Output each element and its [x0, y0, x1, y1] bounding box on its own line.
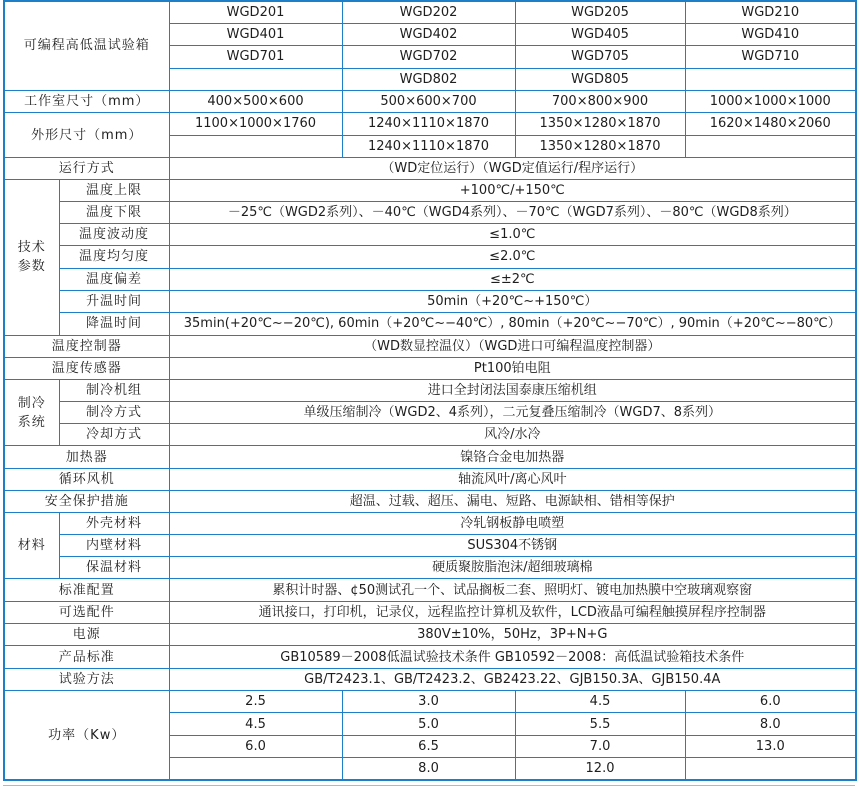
table-row — [4, 579, 856, 601]
operation-label: 运行方式 — [4, 157, 169, 179]
power-value: 7.0 — [515, 735, 685, 757]
table-row — [4, 313, 856, 335]
model-cell: WGD401 — [169, 23, 342, 45]
heater-value: 镍铬合金电加热器 — [169, 446, 856, 468]
tech-item-value: +100℃/+150℃ — [169, 180, 856, 201]
table-row — [4, 468, 856, 490]
tech-item-label: 温度下限 — [59, 201, 169, 223]
table-row — [4, 246, 856, 268]
power-value: 6.0 — [169, 735, 342, 757]
safety-label: 安全保护措施 — [4, 491, 169, 513]
sensor-value: Pt100铂电阻 — [169, 357, 856, 379]
model-cell: WGD805 — [515, 68, 685, 90]
cooling-group-label: 制冷 系统 — [4, 380, 59, 446]
model-cell: WGD705 — [515, 46, 685, 68]
power-value: 3.0 — [342, 691, 515, 713]
cooling-item-value: 单级压缩制冷（WGD2、4系列），二元复叠压缩制冷（WGD7、8系列） — [169, 401, 856, 423]
tech-item-value: ≤±2℃ — [169, 268, 856, 290]
standard-config-value: 累积计时器、¢50测试孔一个、试品搁板二套、照明灯、镀电加热膜中空玻璃观察窗 — [169, 579, 856, 601]
outer-size-value: 1240×1110×1870 — [342, 135, 515, 157]
materials-item-label: 内壁材料 — [59, 534, 169, 556]
model-cell: WGD710 — [685, 46, 856, 68]
tech-item-value: ≤1.0℃ — [169, 223, 856, 245]
table-row — [4, 446, 856, 468]
outer-size-value — [685, 135, 856, 157]
power-label: 功率（Kw） — [4, 691, 169, 780]
model-cell — [685, 68, 856, 90]
power-value: 4.5 — [515, 691, 685, 713]
inner-size-value: 700×800×900 — [515, 90, 685, 112]
tech-item-label: 温度偏差 — [59, 268, 169, 290]
test-method-value: GB/T2423.1、GB/T2423.2、GB2423.22、GJB150.3A、GJB150.4A — [169, 668, 856, 690]
table-row — [4, 113, 856, 135]
table-row — [4, 357, 856, 379]
spec-table — [3, 0, 857, 781]
model-cell: WGD410 — [685, 23, 856, 45]
power-value: 5.5 — [515, 713, 685, 735]
model-cell: WGD205 — [515, 1, 685, 23]
cooling-item-label: 制冷方式 — [59, 401, 169, 423]
table-row — [4, 624, 856, 646]
materials-item-label: 保温材料 — [59, 557, 169, 579]
tech-item-label: 温度均匀度 — [59, 246, 169, 268]
table-row — [4, 601, 856, 623]
power-value: 4.5 — [169, 713, 342, 735]
tech-item-value: －25℃（WGD2系列）、－40℃（WGD4系列）、－70℃（WGD7系列）、－80℃（WGD8系列） — [169, 201, 856, 223]
power-value: 6.5 — [342, 735, 515, 757]
outer-size-value: 1620×1480×2060 — [685, 113, 856, 135]
power-value: 5.0 — [342, 713, 515, 735]
table-row — [4, 513, 856, 534]
optional-value: 通讯接口，打印机，记录仪，远程监控计算机及软件，LCD液晶可编程触摸屏程序控制器 — [169, 601, 856, 623]
fan-value: 轴流风叶/离心风叶 — [169, 468, 856, 490]
tech-item-value: 50min（+20℃~+150℃） — [169, 290, 856, 312]
table-row — [4, 201, 856, 223]
model-cell: WGD201 — [169, 1, 342, 23]
power-value — [169, 758, 342, 780]
outer-size-value: 1240×1110×1870 — [342, 113, 515, 135]
table-row — [4, 646, 856, 668]
inner-size-value: 400×500×600 — [169, 90, 342, 112]
tech-item-label: 温度波动度 — [59, 223, 169, 245]
model-cell: WGD210 — [685, 1, 856, 23]
table-row — [4, 424, 856, 446]
power-supply-value: 380V±10%，50Hz，3P+N+G — [169, 624, 856, 646]
table-row — [4, 290, 856, 312]
power-value: 8.0 — [342, 758, 515, 780]
chamber-label: 可编程高低温试验箱 — [4, 1, 169, 90]
tech-item-label: 温度上限 — [59, 180, 169, 201]
table-row — [4, 691, 856, 713]
power-value: 12.0 — [515, 758, 685, 780]
tech-item-value: ≤2.0℃ — [169, 246, 856, 268]
model-cell: WGD802 — [342, 68, 515, 90]
power-value: 6.0 — [685, 691, 856, 713]
product-std-value: GB10589－2008低温试验技术条件 GB10592－2008：高低温试验箱技术条件 — [169, 646, 856, 668]
tech-group-label: 技术 参数 — [4, 180, 59, 335]
tech-item-value: 35min(+20℃~−20℃), 60min（+20℃~−40℃）, 80min（+20℃~−70℃）, 90min（+20℃~−80℃） — [169, 313, 856, 335]
table-row — [4, 557, 856, 579]
table-row — [4, 534, 856, 556]
model-cell — [169, 68, 342, 90]
materials-group-label: 材料 — [4, 513, 59, 579]
cooling-item-value: 风冷/水冷 — [169, 424, 856, 446]
fan-label: 循环风机 — [4, 468, 169, 490]
heater-label: 加热器 — [4, 446, 169, 468]
power-value: 2.5 — [169, 691, 342, 713]
standard-config-label: 标准配置 — [4, 579, 169, 601]
table-row — [4, 380, 856, 401]
model-cell: WGD202 — [342, 1, 515, 23]
cooling-item-label: 冷却方式 — [59, 424, 169, 446]
inner-size-label: 工作室尺寸（mm） — [4, 90, 169, 112]
controller-value: （WD数显控温仪）（WGD进口可编程温度控制器） — [169, 335, 856, 357]
table-row — [4, 90, 856, 112]
test-method-label: 试验方法 — [4, 668, 169, 690]
model-cell: WGD402 — [342, 23, 515, 45]
materials-item-value: SUS304不锈钢 — [169, 534, 856, 556]
outer-size-label: 外形尺寸（mm） — [4, 113, 169, 158]
table-row — [4, 223, 856, 245]
product-std-label: 产品标准 — [4, 646, 169, 668]
table-row — [4, 491, 856, 513]
outer-size-value: 1350×1280×1870 — [515, 135, 685, 157]
tech-item-label: 升温时间 — [59, 290, 169, 312]
power-supply-label: 电源 — [4, 624, 169, 646]
table-row — [4, 1, 856, 23]
controller-label: 温度控制器 — [4, 335, 169, 357]
table-row — [4, 180, 856, 201]
model-cell: WGD702 — [342, 46, 515, 68]
cooling-item-value: 进口全封闭法国泰康压缩机组 — [169, 380, 856, 401]
materials-item-value: 冷轧钢板静电喷塑 — [169, 513, 856, 534]
model-cell: WGD701 — [169, 46, 342, 68]
power-value: 8.0 — [685, 713, 856, 735]
power-value — [685, 758, 856, 780]
model-cell: WGD405 — [515, 23, 685, 45]
materials-item-label: 外壳材料 — [59, 513, 169, 534]
operation-value: （WD定位运行）（WGD定值运行/程序运行） — [169, 157, 856, 179]
table-row — [4, 401, 856, 423]
bottom-rule — [3, 785, 855, 786]
outer-size-value: 1100×1000×1760 — [169, 113, 342, 135]
outer-size-value: 1350×1280×1870 — [515, 113, 685, 135]
optional-label: 可选配件 — [4, 601, 169, 623]
tech-item-label: 降温时间 — [59, 313, 169, 335]
materials-item-value: 硬质聚胺脂泡沫/超细玻璃棉 — [169, 557, 856, 579]
table-row — [4, 268, 856, 290]
safety-value: 超温、过载、超压、漏电、短路、电源缺相、错相等保护 — [169, 491, 856, 513]
cooling-item-label: 制冷机组 — [59, 380, 169, 401]
power-value: 13.0 — [685, 735, 856, 757]
outer-size-value — [169, 135, 342, 157]
inner-size-value: 500×600×700 — [342, 90, 515, 112]
table-row — [4, 668, 856, 690]
inner-size-value: 1000×1000×1000 — [685, 90, 856, 112]
table-row — [4, 335, 856, 357]
table-row — [4, 157, 856, 179]
sensor-label: 温度传感器 — [4, 357, 169, 379]
